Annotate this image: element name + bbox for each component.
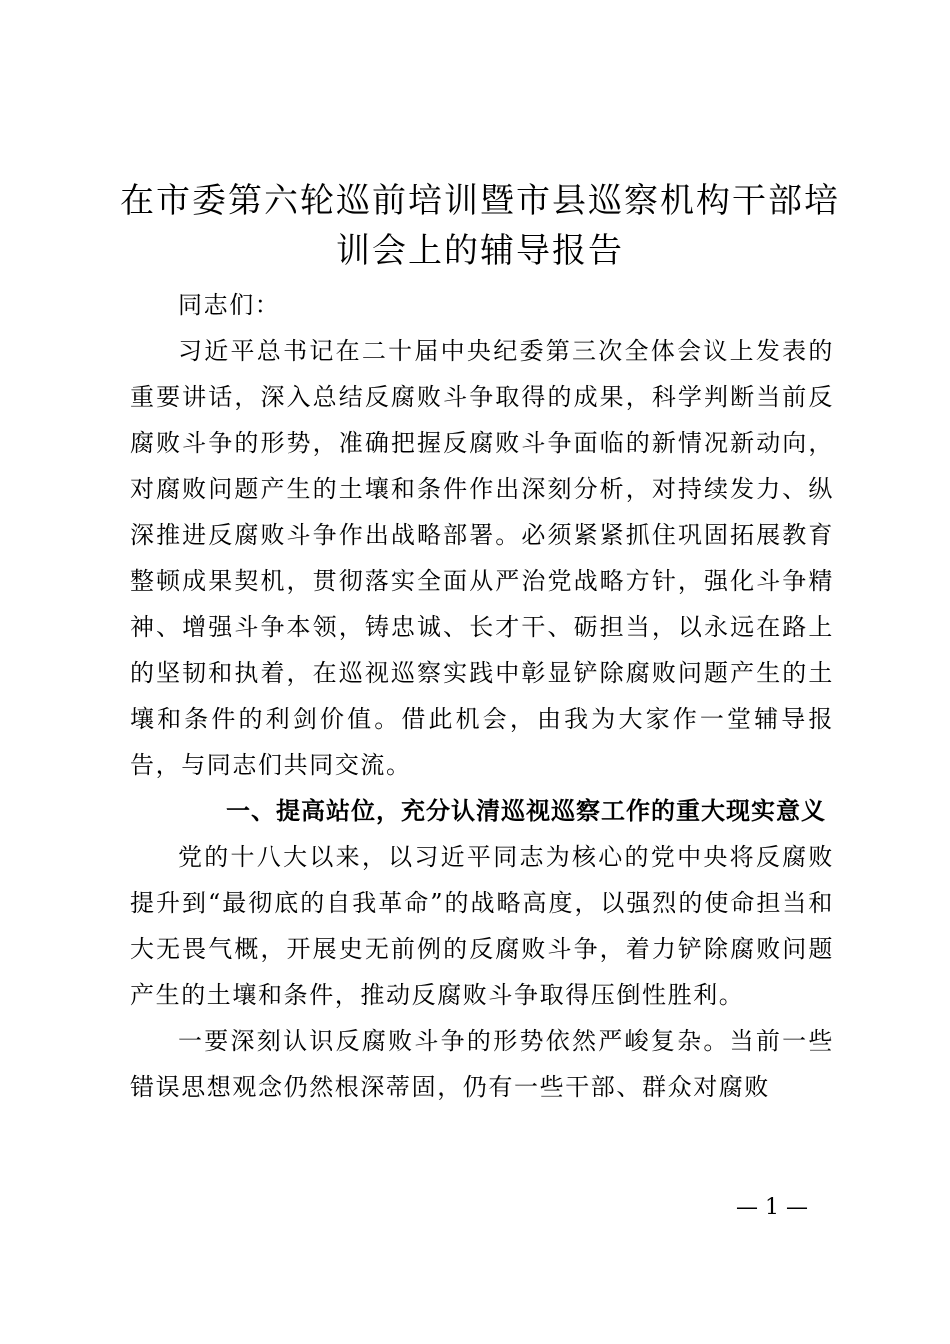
salutation: 同志们： xyxy=(178,291,281,319)
document-body xyxy=(130,282,834,1110)
section-paragraph-2: 一要深刻认识反腐败斗争的形势依然严峻复杂。当前一些错误思想观念仍然根深蒂固，仍有一些干部、群众对腐败 xyxy=(130,1027,834,1101)
intro-paragraph: 习近平总书记在二十届中央纪委第三次全体会议上发表的重要讲话，深入总结反腐败斗争取得的成果，科学判断当前反腐败斗争的形势，准确把握反腐败斗争面临的新情况新动向，对腐败问题产生的土壤和条件作出深刻分析，对持续发力、纵深推进反腐败斗争作出战略部署。必须紧紧抓住巩固拓展教育整顿成果契机，贯彻落实全面从严治党战略方针，强化斗争精神、增强斗争本领，铸忠诚、长才干、砺担当，以永远在路上的坚韧和执着，在巡视巡察实践中彰显铲除腐败问题产生的土壤和条件的利剑价值。借此机会，由我为大家作一堂辅导报告，与同志们共同交流。 xyxy=(130,337,834,779)
section-heading: 一、提高站位，充分认清巡视巡察工作的重大现实意义 xyxy=(226,797,826,825)
section-paragraph-1: 党的十八大以来，以习近平同志为核心的党中央将反腐败提升到“最彻底的自我革命”的战略高度，以强烈的使命担当和大无畏气概，开展史无前例的反腐败斗争，着力铲除腐败问题产生的土壤和条件，推动反腐败斗争取得压倒性胜利。 xyxy=(130,843,834,1009)
page-number: — 1 — xyxy=(736,1195,808,1220)
document-title: 在市委第六轮巡前培训暨市县巡察机构干部培训会上的辅导报告 xyxy=(120,181,840,271)
